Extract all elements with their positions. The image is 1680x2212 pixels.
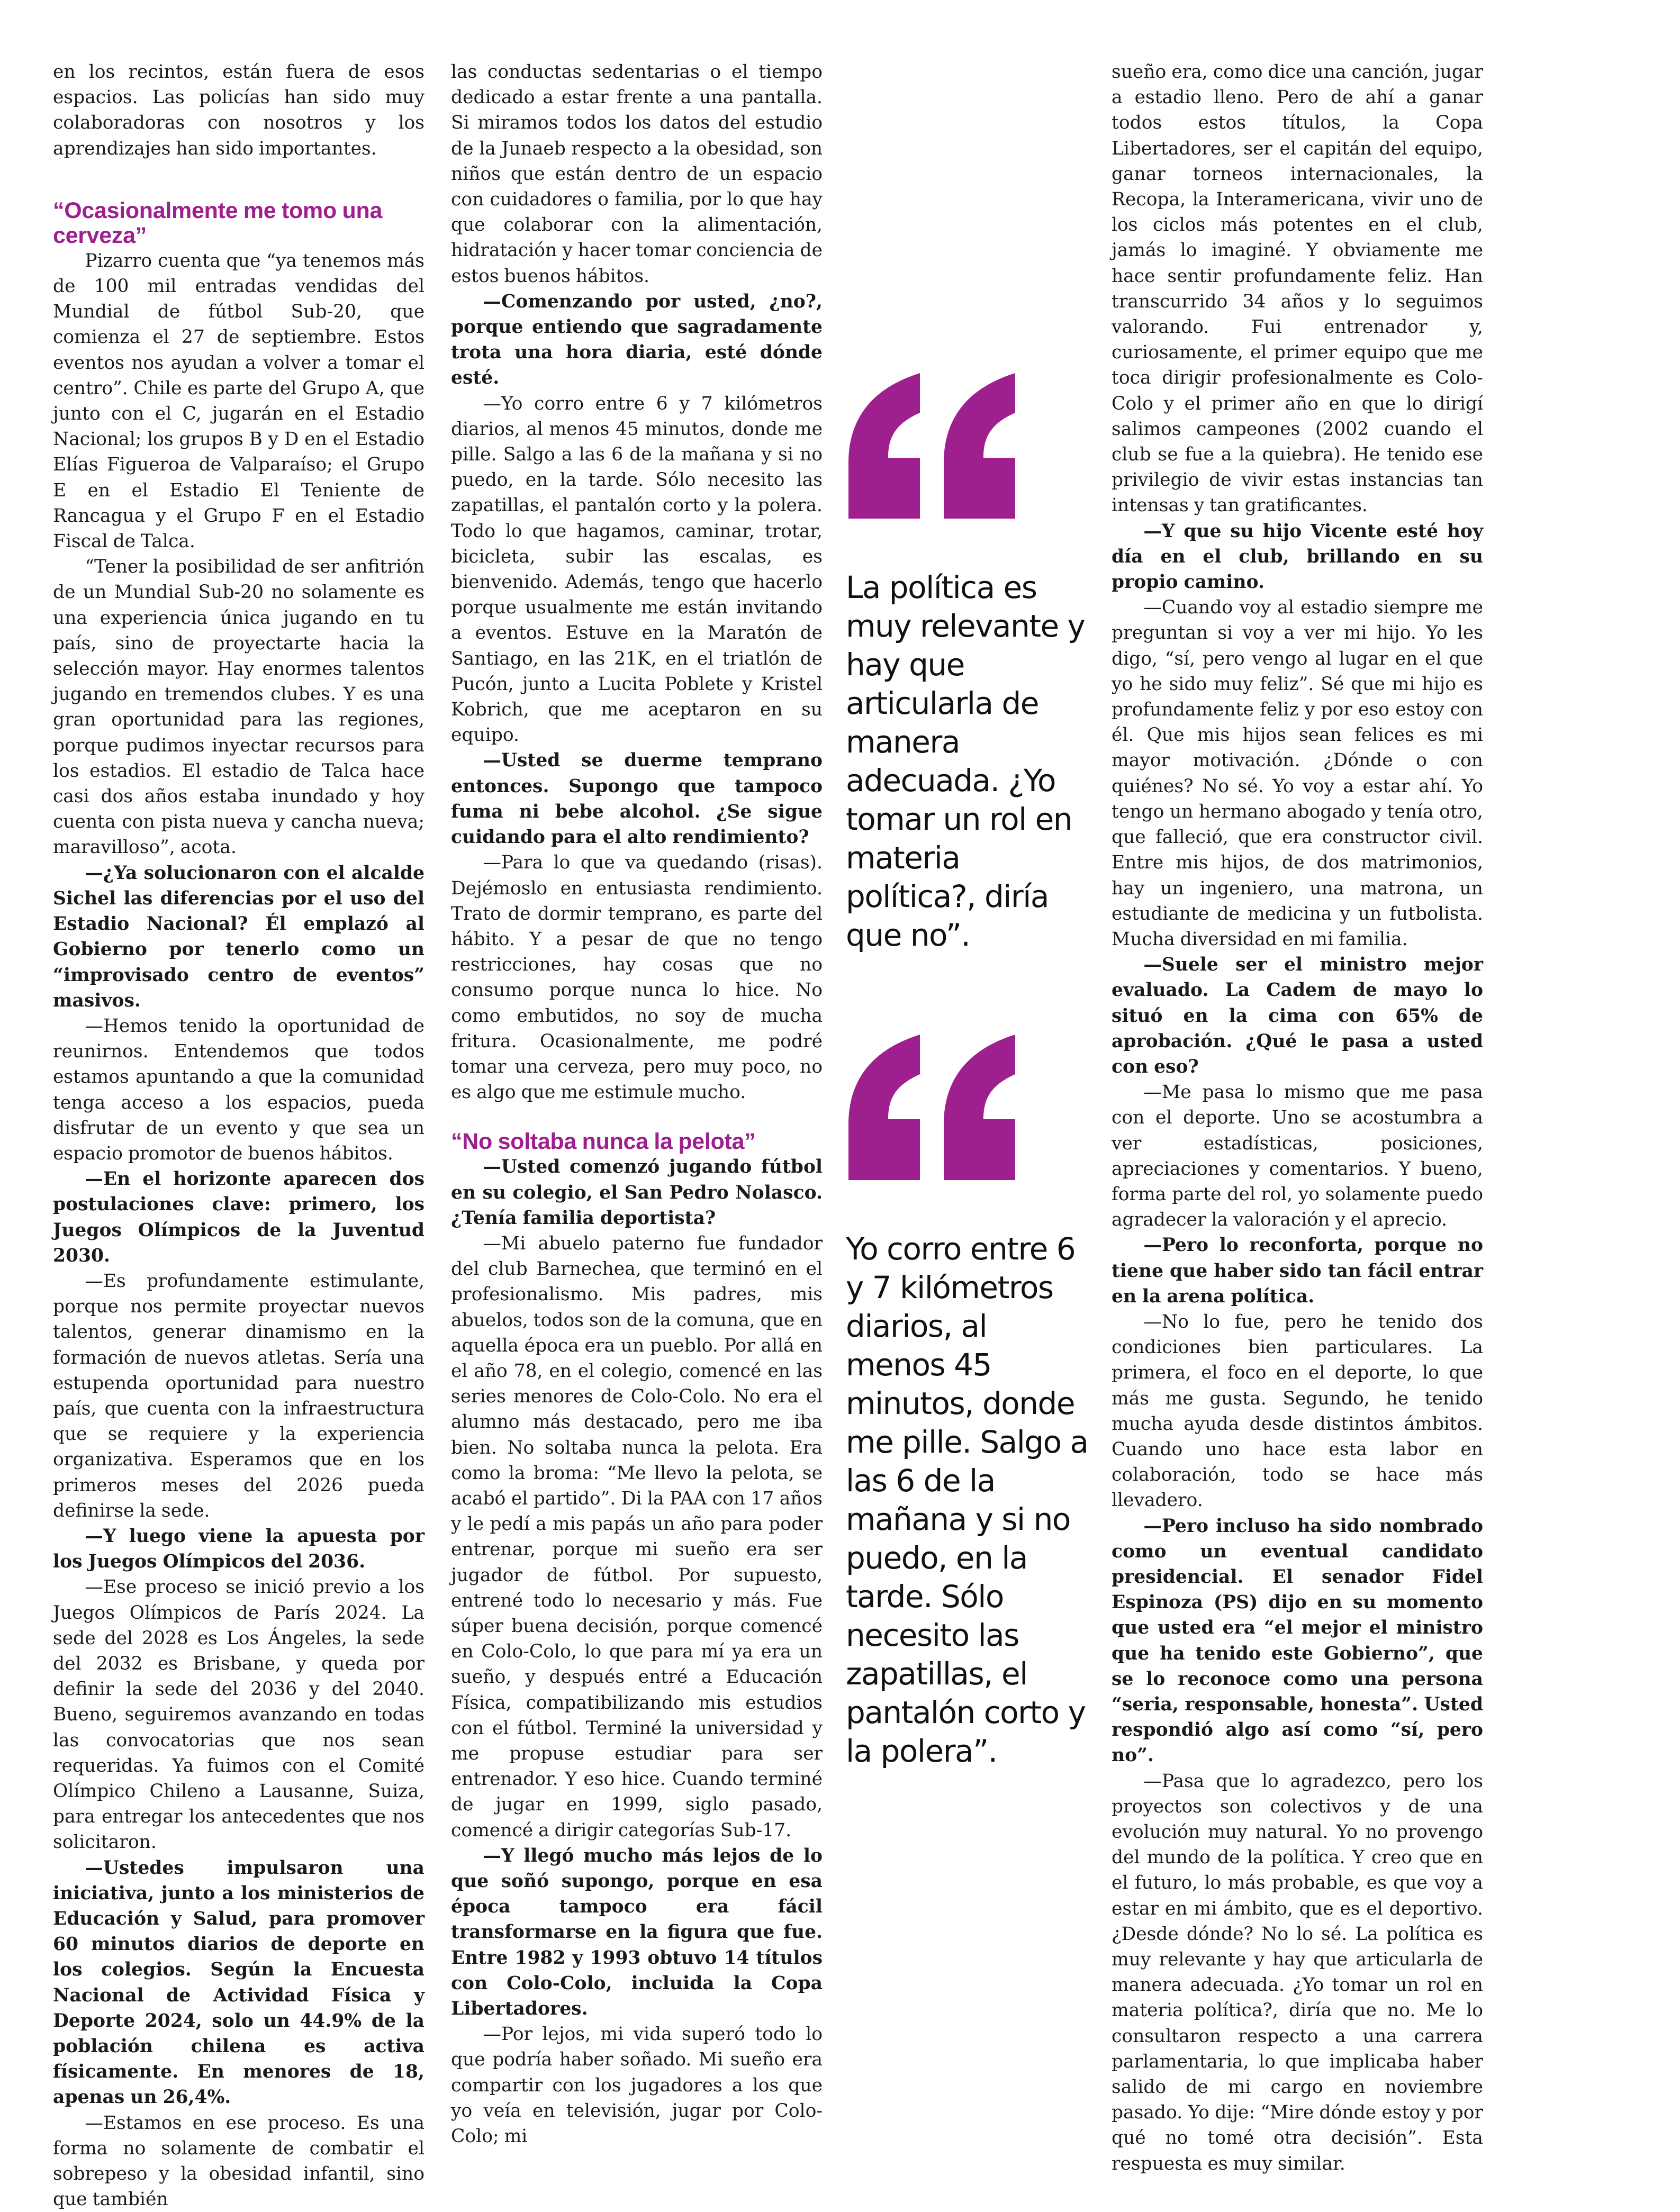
interview-question: —Usted se duerme temprano entonces. Supongo que tampoco fuma ni bebe alcohol. ¿Se sigue cuidando para el alto rendimiento? bbox=[451, 750, 823, 848]
interview-question: —¿Ya solucionaron con el alcalde Sichel las diferencias por el uso del Estadio Nacional? Él emplazó al Gobierno por tenerlo como un “improvisado centro de eventos” masivos. bbox=[53, 862, 424, 1011]
interview-question: —Y que su hijo Vicente esté hoy día en el club, brillando en su propio camino. bbox=[1112, 520, 1483, 593]
interview-answer: —Para lo que va quedando (risas). Dejémoslo en entusiasta rendimiento. Trato de dormir temprano, es parte del hábito. Y a pesar de que no tengo restricciones, hay cosas que no consumo porque nunca lo hice. No como embutidos, no soy de mucha fritura. Ocasionalmente, me podré tomar una cerveza, pero muy poco, no es algo que me estimule mucho. bbox=[451, 852, 823, 1103]
paragraph: Pizarro cuenta que “ya tenemos más de 100 mil entradas vendidas del Mundial de fútbol Sub-20, que comienza el 27 de septiembre. Estos eventos nos ayudan a volver a tomar el centro”. Chile es parte del Grupo A, que junto con el C, jugarán en el Estadio Nacional; los grupos B y D en el Estadio Elías Figueroa de Valparaíso; el Grupo E en el Estadio El Teniente de Rancagua y el Grupo F en el Estadio Fiscal de Talca. bbox=[53, 250, 424, 552]
pull-quote bbox=[846, 370, 1095, 955]
paragraph: sueño era, como dice una canción, jugar a estadio lleno. Pero de ahí a ganar todos estos títulos, la Copa Libertadores, ser el capitán del equipo, ganar torneos internacionales, la Recopa, la Interamericana, vivir uno de los ciclos más potentes en el club, jamás lo imaginé. Y obviamente me hace sentir profundamente feliz. Han transcurrido 34 años y lo seguimos valorando. Fui entrenador y, curiosamente, el primer equipo que me toca dirigir profesionalmente es Colo-Colo y el primer año en que lo dirigí salimos campeones (2002 cuando el club se fue a la quiebra). He tenido ese privilegio de vivir estas instancias tan intensas y tan gratificantes. bbox=[1112, 61, 1483, 516]
interview-question: —Pero lo reconforta, porque no tiene que haber sido tan fácil entrar en la arena política. bbox=[1112, 1235, 1483, 1307]
interview-answer: —Estamos en ese proceso. Es una forma no solamente de combatir el sobrepeso y la obesidad infantil, sino que también bbox=[53, 2112, 424, 2210]
quote-mark-icon bbox=[846, 1032, 1020, 1185]
interview-answer: —Cuando voy al estadio siempre me preguntan si voy a ver mi hijo. Yo les digo, “sí, pero vengo al lugar en el que yo he sido muy feliz”. Sé que mi hijo es profundamente feliz y por eso estoy con él. Que mis hijos sean felices es mi mayor motivación. ¿Dónde o con quiénes? No sé. Yo voy a estar ahí. Yo tengo un hermano abogado y tenía otro, que falleció, que era constructor civil. Entre mis hijos, de dos matrimonios, hay un ingeniero, una matrona, un estudiante de medicina y un futbolista. Mucha diversidad en mi familia. bbox=[1112, 597, 1483, 950]
interview-answer: —Pasa que lo agradezco, pero los proyectos son colectivos y de una evolución muy natural. Yo no provengo del mundo de la política. Y creo que en el futuro, lo más probable, es que voy a estar en mi ámbito, que es el deportivo. ¿Desde dónde? No lo sé. La política es muy relevante y hay que articularla de manera adecuada. ¿Yo tomar un rol en materia política?, diría que no. Me lo consultaron respecto a una carrera parlamentaria, lo que implicaba haber salido de mi cargo en noviembre pasado. Yo dije: “Mire dónde estoy y por qué no tomé otra decisión”. Esta respuesta es muy similar. bbox=[1112, 1770, 1483, 2174]
article-column-4 bbox=[1112, 59, 1483, 2177]
interview-question: —Y llegó mucho más lejos de lo que soñó supongo, porque en esa época tampoco era fácil transformarse en la figura que fue. Entre 1982 y 1993 obtuvo 14 títulos con Colo-Colo, incluida la Copa Libertadores. bbox=[451, 1845, 823, 2020]
article-column-2 bbox=[451, 59, 823, 2149]
section-heading: “Ocasionalmente me tomo una cerveza” bbox=[53, 197, 383, 248]
interview-answer: —Me pasa lo mismo que me pasa con el deporte. Uno se acostumbra a ver estadísticas, posiciones, apreciaciones y comentarios. Y bueno, forma parte del rol, yo solamente puedo agradecer la valoración y el aprecio. bbox=[1112, 1082, 1483, 1231]
interview-answer: —Yo corro entre 6 y 7 kilómetros diarios, al menos 45 minutos, donde me pille. Salgo a las 6 de la mañana y si no puedo, en la tarde. Sólo necesito las zapatillas, el pantalón corto y la polera. Todo lo que hagamos, caminar, trotar, bicicleta, subir las escalas, es bienvenido. Además, tengo que hacerlo porque usualmente me están invitando a eventos. Estuve en la Maratón de Santiago, en las 21K, en el triatlón de Pucón, junto a Lucita Poblete y Kristel Kobrich, que me aceptaron en su equipo. bbox=[451, 393, 823, 746]
pull-quote bbox=[846, 1032, 1095, 1771]
interview-answer: —No lo fue, pero he tenido dos condiciones bien particulares. La primera, el foco en el deporte, lo que más me gusta. Segundo, he tenido mucha ayuda desde distintos ámbitos. Cuando uno hace esta labor en colaboración, todo se hace más llevadero. bbox=[1112, 1311, 1483, 1511]
paragraph: en los recintos, están fuera de esos espacios. Las policías han sido muy colaboradoras con nosotros y los aprendizajes han sido importantes. bbox=[53, 61, 424, 159]
interview-question: —Suele ser el ministro mejor evaluado. La Cadem de mayo lo situó en la cima con 65% de aprobación. ¿Qué le pasa a usted con eso? bbox=[1112, 954, 1483, 1077]
interview-question: —Pero incluso ha sido nombrado como un eventual candidato presidencial. El senador Fidel Espinoza (PS) dijo en su momento que usted era “el mejor el ministro que ha tenido este Gobierno”, que se lo reconoce como una persona “seria, responsable, honesta”. Usted respondió algo así como “sí, pero no”. bbox=[1112, 1515, 1483, 1766]
pull-quote-text: Yo corro entre 6 y 7 kilómetros diarios, al menos 45 minutos, donde me pille. Salgo a las 6 de la mañana y si no puedo, en la tarde. Sólo necesito las zapatillas, el pantalón corto y la polera”. bbox=[846, 1231, 1088, 1769]
interview-question: —Comenzando por usted, ¿no?, porque entiendo que sagradamente trota una hora diaria, esté dónde esté. bbox=[451, 291, 823, 389]
interview-question: —Usted comenzó jugando fútbol en su colegio, el San Pedro Nolasco. ¿Tenía familia deportista? bbox=[451, 1156, 823, 1229]
interview-answer: —Es profundamente estimulante, porque nos permite proyectar nuevos talentos, generar dinamismo en la formación de nuevos atletas. Sería una estupenda oportunidad para nuestro país, que cuenta con la infraestructura que se requiere y la experiencia organizativa. Esperamos que en los primeros meses del 2026 pueda definirse la sede. bbox=[53, 1270, 424, 1521]
pull-quote-text: La política es muy relevante y hay que articularla de manera adecuada. ¿Yo tomar un rol en materia política?, diría que no”. bbox=[846, 569, 1085, 953]
interview-question: —Ustedes impulsaron una iniciativa, junto a los ministerios de Educación y Salud, para promover 60 minutos diarios de deporte en los colegios. Según la Encuesta Nacional de Actividad Física y Deporte 2024, solo un 44.9% de la población chilena es activa físicamente. En menores de 18, apenas un 26,4%. bbox=[53, 1857, 424, 2108]
interview-question: —En el horizonte aparecen dos postulaciones clave: primero, los Juegos Olímpicos de la Juventud 2030. bbox=[53, 1168, 424, 1266]
article-column-1 bbox=[53, 59, 424, 2212]
interview-answer: —Ese proceso se inició previo a los Juegos Olímpicos de París 2024. La sede del 2028 es Los Ángeles, la sede del 2032 es Brisbane, y queda por definir la sede del 2036 y del 2040. Bueno, seguiremos avanzando en todas las convocatorias que nos sean requeridas. Ya fuimos con el Comité Olímpico Chileno a Lausanne, Suiza, para entregar los antecedentes que nos solicitaron. bbox=[53, 1576, 424, 1853]
paragraph: “Tener la posibilidad de ser anfitrión de un Mundial Sub-20 no solamente es una experiencia única jugando en tu país, sino de proyectarte hacia la selección mayor. Hay enormes talentos jugando en tremendos clubes. Y es una gran oportunidad para las regiones, porque pudimos inyectar recursos para los estadios. El estadio de Talca hace casi dos años estaba inundado y hoy cuenta con pista nueva y cancha nueva; maravilloso”, acota. bbox=[53, 556, 424, 858]
interview-answer: —Por lejos, mi vida superó todo lo que podría haber soñado. Mi sueño era compartir con los jugadores a los que yo veía en televisión, jugar por Colo-Colo; mi bbox=[451, 2024, 823, 2147]
interview-answer: —Hemos tenido la oportunidad de reunirnos. Entendemos que todos estamos apuntando a que la comunidad tenga acceso a los espacios, pueda disfrutar de un evento y que sea un espacio promotor de buenos hábitos. bbox=[53, 1015, 424, 1164]
interview-answer: —Mi abuelo paterno fue fundador del club Barnechea, que terminó en el profesionalismo. Mis padres, mis abuelos, todos son de la comuna, que en aquella época era un pueblo. Por allá en el año 78, en el colegio, comencé en las series menores de Colo-Colo. No era el alumno más destacado, pero me iba bien. No soltaba nunca la pelota. Era como la broma: “Me llevo la pelota, se acabó el partido”. Di la PAA con 17 años y le pedí a mis papás un año para poder entrenar, porque mi sueño era ser jugador de fútbol. Por supuesto, entrené todo lo necesario y más. Fue súper buena decisión, porque comencé en Colo-Colo, lo que para mí ya era un sueño, y después entré a Educación Física, compatibilizando mis estudios con el fútbol. Terminé la universidad y me propuse estudiar para ser entrenador. Y eso hice. Cuando terminé de jugar en 1999, siglo pasado, comencé a dirigir categorías Sub-17. bbox=[451, 1232, 823, 1841]
paragraph: las conductas sedentarias o el tiempo dedicado a estar frente a una pantalla. Si miramos todos los datos del estudio de la Junaeb respecto a la obesidad, son niños que están dentro de un espacio con cuidadores o familia, por lo que hay que colaborar con la alimentación, hidratación y hacer tomar conciencia de estos buenos hábitos. bbox=[451, 61, 823, 287]
quote-mark-icon bbox=[846, 370, 1020, 524]
section-heading: “No soltaba nunca la pelota” bbox=[451, 1129, 756, 1155]
interview-question: —Y luego viene la apuesta por los Juegos Olímpicos del 2036. bbox=[53, 1525, 424, 1573]
